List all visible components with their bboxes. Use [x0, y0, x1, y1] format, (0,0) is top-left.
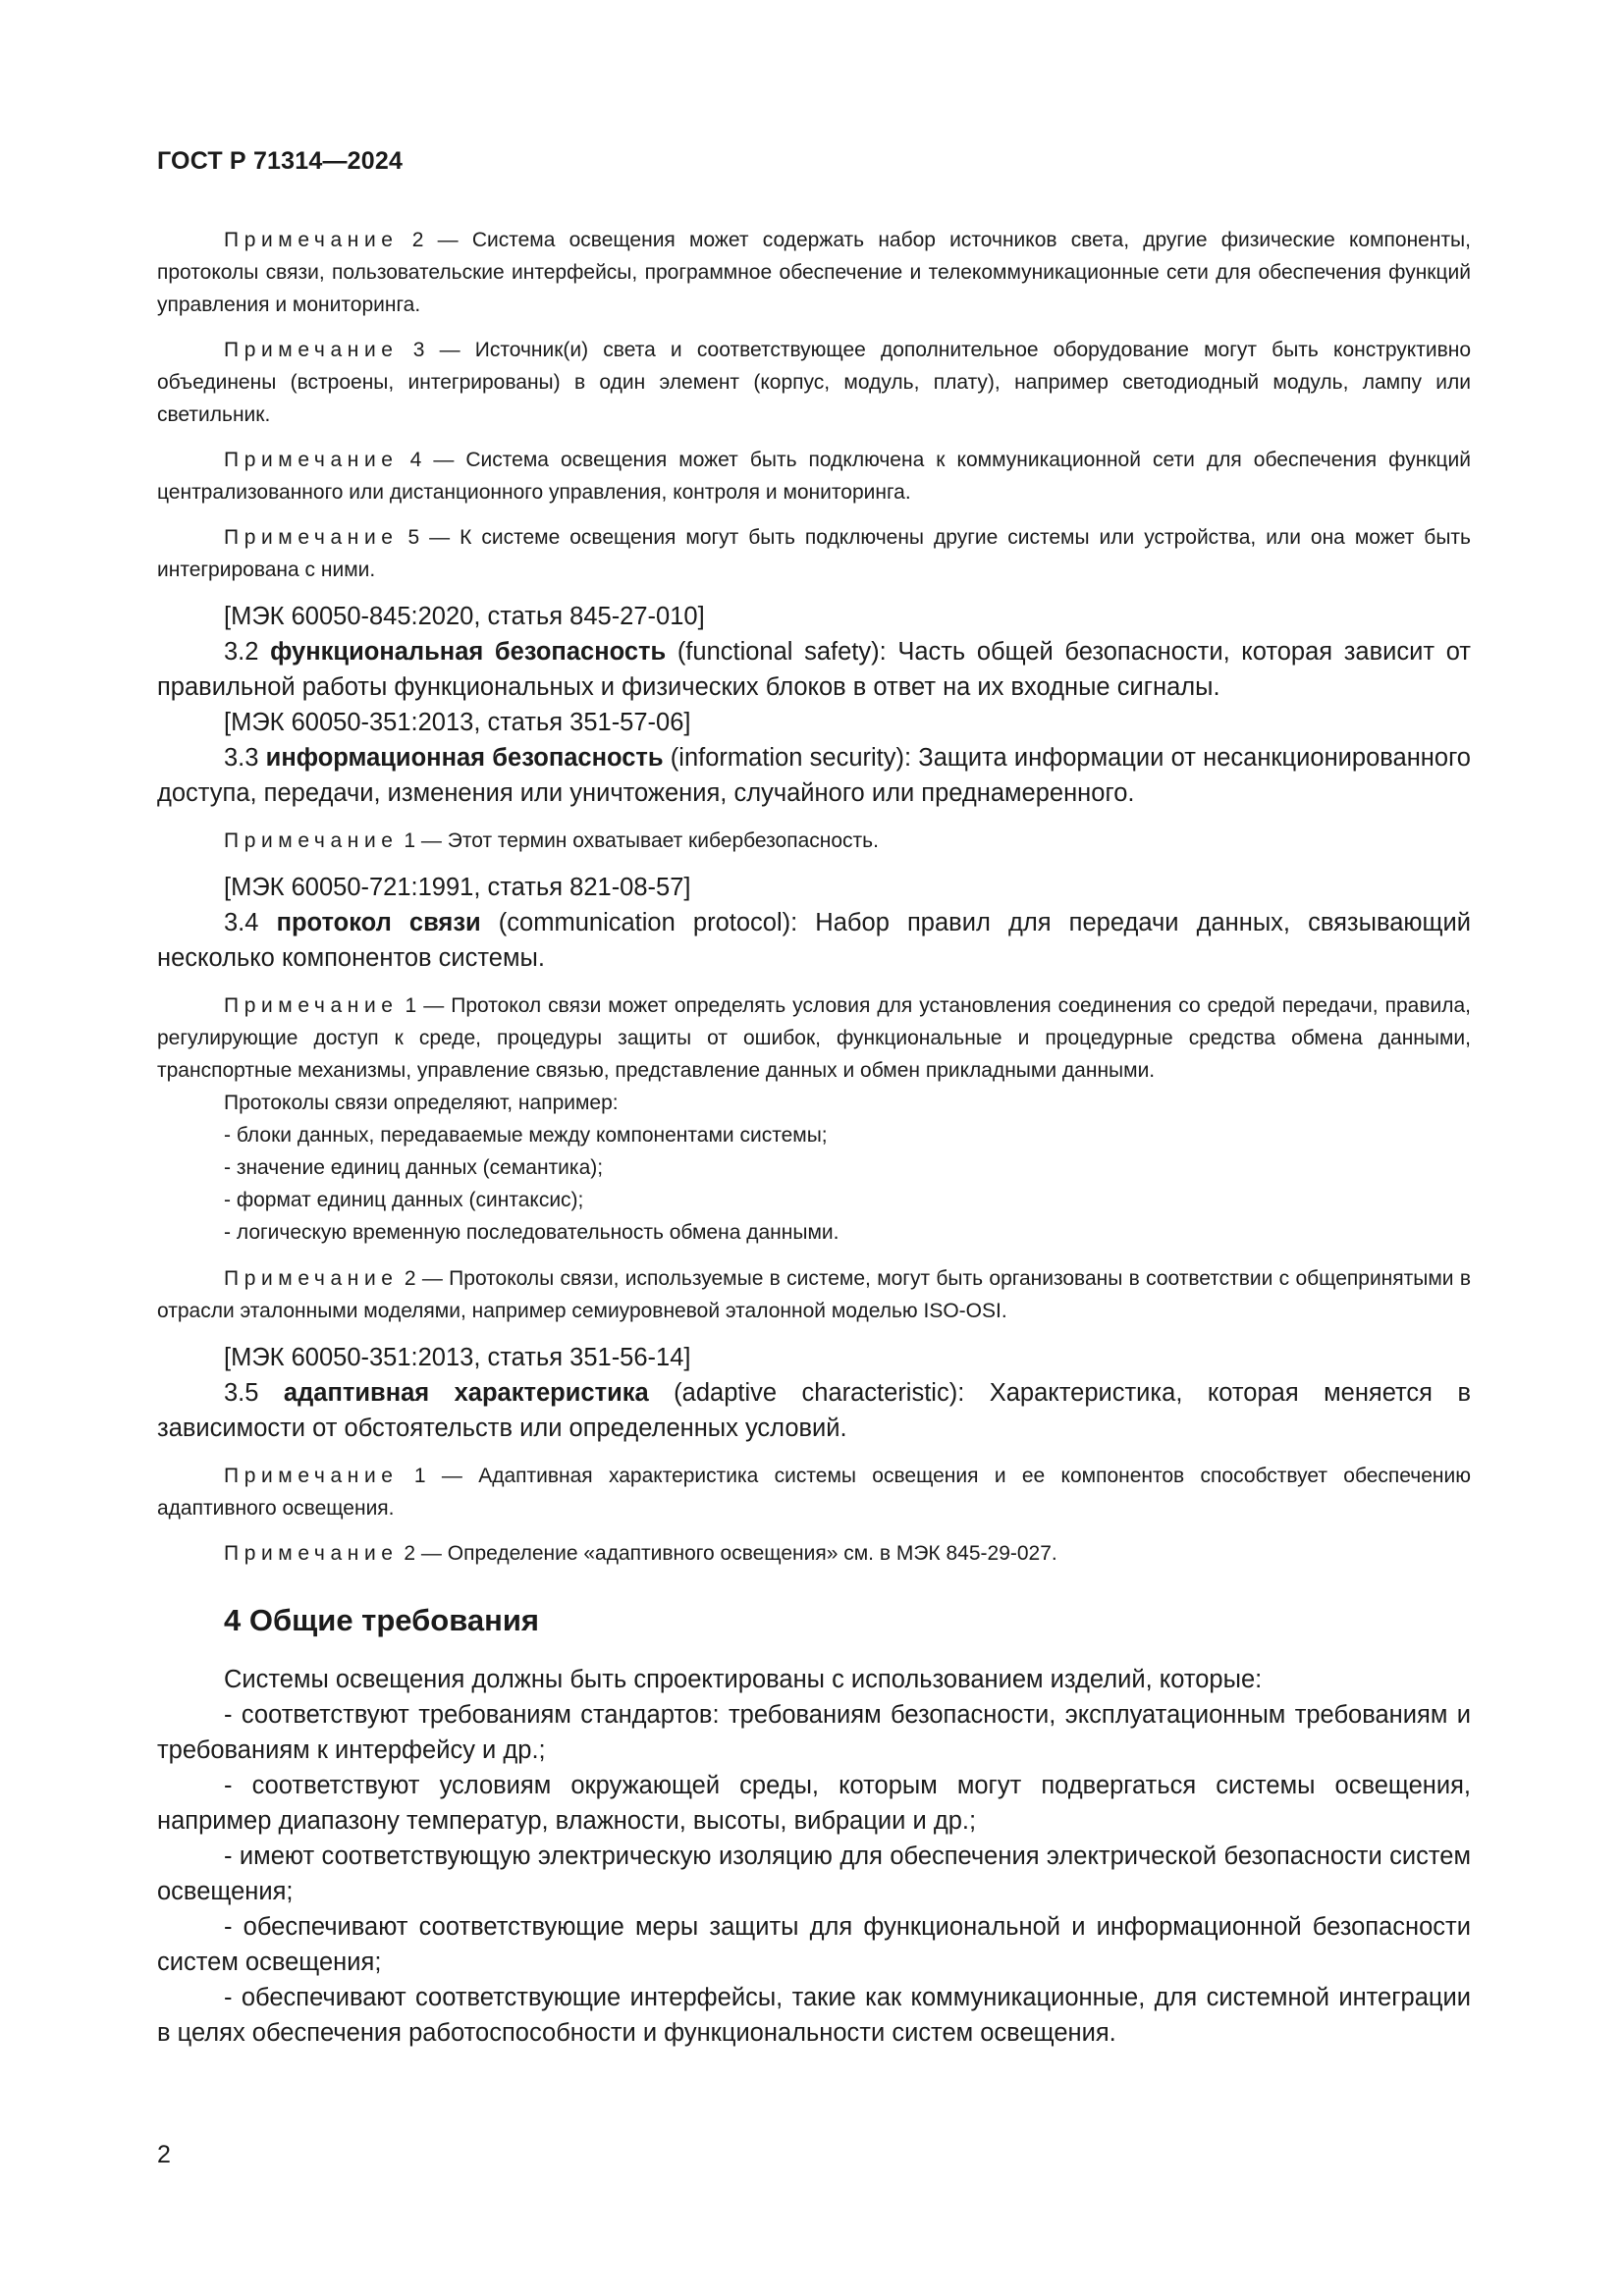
note-text: 1 — Этот термин охватывает кибербезопасность.: [398, 829, 879, 852]
note-text: 2 — Определение «адаптивного освещения» см. в МЭК 845-29-027.: [398, 1542, 1057, 1565]
note-text: 5 — К системе освещения могут быть подключены другие системы или устройства, или она может быть интегрирована с ними.: [157, 526, 1471, 581]
note-text: 1 — Протокол связи может определять условия для установления соединения со средой передачи, правила, регулирующие доступ к среде, процедуры защиты от ошибок, функциональные и процедурные средства обмена данными, транспортные механизмы, управление связью, представление данных и обмен прикладными данными.: [157, 994, 1471, 1082]
note-label: Примечание: [224, 1465, 399, 1487]
note-label: Примечание: [224, 994, 399, 1017]
definition-number: 3.3: [224, 744, 266, 772]
definition-text: (information security): Защита информации от несанкционированного доступа, передачи, изменения или уничтожения, случайного или преднамеренного.: [157, 744, 1471, 807]
note-text: 1 — Адаптивная характеристика системы освещения и ее компонентов способствует обеспечению адаптивного освещения.: [157, 1465, 1471, 1520]
note-3-4-1-intro: Протоколы связи определяют, например:: [224, 1092, 619, 1114]
note-text: 2 — Система освещения может содержать набор источников света, другие физические компоненты, протоколы связи, пользовательские интерфейсы, программное обеспечение и телекоммуникационные сети для обеспечения функций управления и мониторинга.: [157, 229, 1471, 316]
note-3-4-2: [157, 1262, 1471, 1327]
note-text: 2 — Протоколы связи, используемые в системе, могут быть организованы в соответствии с общепринятыми в отрасли эталонными моделями, например семиуровневой эталонной моделью ISO-OSI.: [157, 1267, 1471, 1322]
requirement-item: - соответствуют требованиям стандартов: требованиям безопасности, эксплуатационным требованиям и требованиям к интерфейсу и др.;: [157, 1701, 1471, 1764]
definition-text: (communication protocol): Набор правил для передачи данных, связывающий несколько компонентов системы.: [157, 909, 1471, 972]
note-text: 4 — Система освещения может быть подключена к коммуникационной сети для обеспечения функций централизованного или дистанционного управления, контроля и мониторинга.: [157, 449, 1471, 504]
definition-number: 3.5: [224, 1379, 284, 1407]
definition-3-3: [157, 740, 1471, 811]
definition-text: (adaptive characteristic): Характеристика, которая меняется в зависимости от обстоятельств или определенных условий.: [157, 1379, 1471, 1442]
note-label: Примечание: [224, 1267, 399, 1290]
definition-number: 3.4: [224, 909, 277, 936]
definition-text: (functional safety): Часть общей безопасности, которая зависит от правильной работы функциональных и физических блоков в ответ на их входные сигналы.: [157, 638, 1471, 701]
definition-3-4: [157, 905, 1471, 976]
section-4-title: 4 Общие требования: [224, 1603, 539, 1637]
note-label: Примечание: [224, 1542, 399, 1565]
definition-number: 3.2: [224, 638, 271, 666]
definition-3-2: [157, 634, 1471, 705]
note-label: Примечание: [224, 829, 399, 852]
definition-term: адаптивная характеристика: [283, 1379, 649, 1407]
note-3-1-4: [157, 444, 1471, 508]
requirement-item: - обеспечивают соответствующие интерфейсы, такие как коммуникационные, для системной интеграции в целях обеспечения работоспособности и функциональности систем освещения.: [157, 1984, 1471, 2047]
note-3-4-1: [157, 989, 1471, 1087]
note-3-3-1: [157, 825, 1471, 857]
reference-3-3: [МЭК 60050-721:1991, статья 821-08-57]: [224, 874, 691, 901]
page-number: 2: [157, 2141, 171, 2168]
note-3-5-1: [157, 1460, 1471, 1524]
note-3-1-5: [157, 521, 1471, 586]
reference-3-2: [МЭК 60050-351:2013, статья 351-57-06]: [224, 709, 691, 736]
note-label: Примечание: [224, 339, 399, 361]
note-3-5-2: [157, 1537, 1471, 1570]
note-list-item: - формат единиц данных (синтаксис);: [224, 1189, 584, 1211]
note-list-item: - блоки данных, передаваемые между компонентами системы;: [224, 1124, 828, 1147]
note-label: Примечание: [224, 526, 399, 549]
reference-3-1: [МЭК 60050-845:2020, статья 845-27-010]: [224, 603, 705, 630]
note-3-1-3: [157, 334, 1471, 431]
note-list-item: - значение единиц данных (семантика);: [224, 1156, 604, 1179]
note-label: Примечание: [224, 449, 399, 471]
note-3-1-2: [157, 224, 1471, 321]
note-label: Примечание: [224, 229, 399, 251]
definition-term: функциональная безопасность: [270, 638, 667, 666]
reference-3-4: [МЭК 60050-351:2013, статья 351-56-14]: [224, 1344, 691, 1371]
note-text: 3 — Источник(и) света и соответствующее дополнительное оборудование могут быть конструктивно объединены (встроены, интегрированы) в один элемент (корпус, модуль, плату), например светодиодный модуль, лампу или светильник.: [157, 339, 1471, 426]
definition-3-5: [157, 1375, 1471, 1446]
requirement-item: - обеспечивают соответствующие меры защиты для функциональной и информационной безопасности систем освещения;: [157, 1913, 1471, 1976]
definition-term: протокол связи: [276, 909, 481, 936]
page-content: [157, 224, 1471, 2051]
requirement-item: - соответствуют условиям окружающей среды, которым могут подвергаться системы освещения, например диапазону температур, влажности, высоты, вибрации и др.;: [157, 1772, 1471, 1835]
requirement-item: - имеют соответствующую электрическую изоляцию для обеспечения электрической безопасности систем освещения;: [157, 1842, 1471, 1905]
note-list-item: - логическую временную последовательность обмена данными.: [224, 1221, 839, 1244]
section-4-intro: Системы освещения должны быть спроектированы с использованием изделий, которые:: [224, 1666, 1263, 1693]
definition-term: информационная безопасность: [265, 744, 664, 772]
document-header: ГОСТ Р 71314—2024: [157, 147, 404, 175]
